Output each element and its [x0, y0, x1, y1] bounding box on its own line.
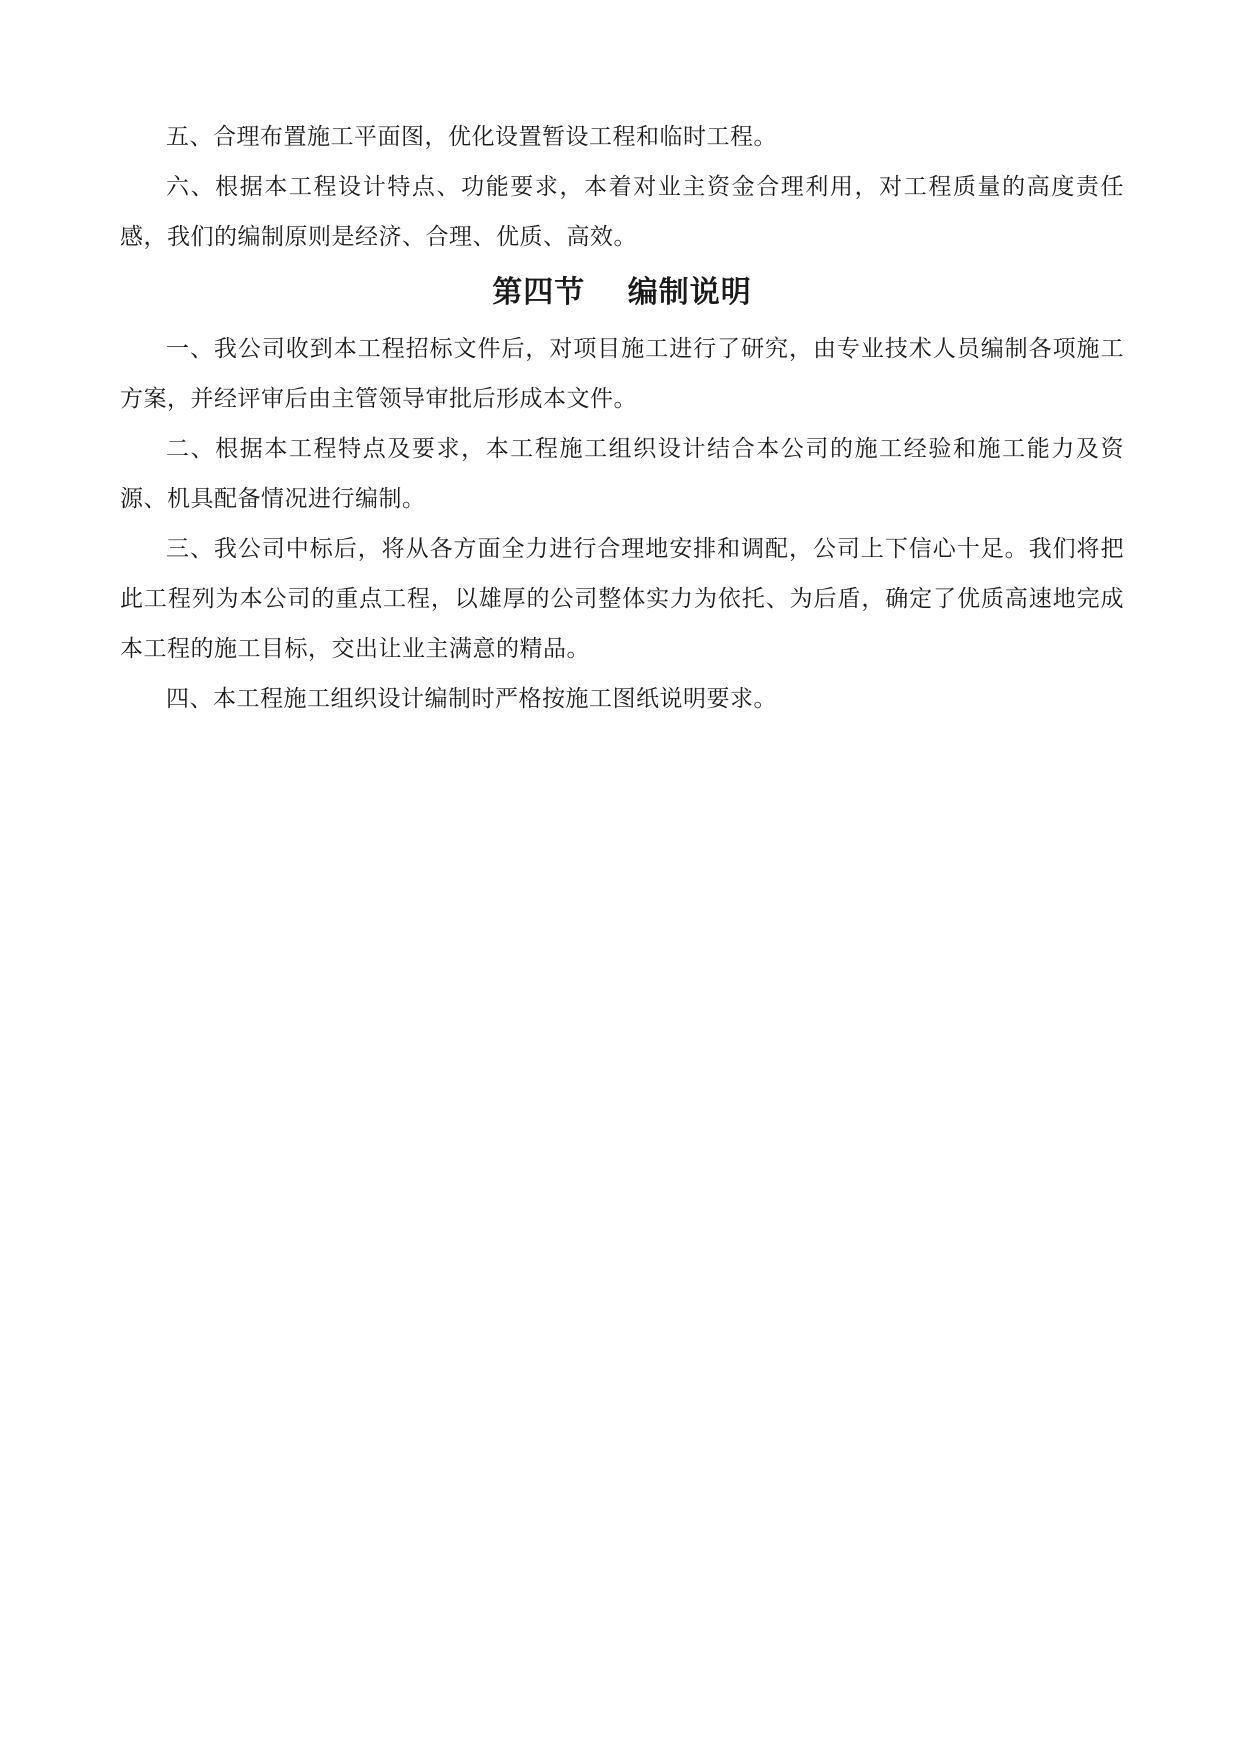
paragraph-item-6: 六、根据本工程设计特点、功能要求，本着对业主资金合理利用，对工程质量的高度责任感，我们的编制原则是经济、合理、优质、高效。: [120, 174, 1124, 250]
section-title: 第四节 编制说明: [492, 275, 752, 310]
paragraph-item-1: 一、我公司收到本工程招标文件后，对项目施工进行了研究，由专业技术人员编制各项施工方案，并经评审后由主管领导审批后形成本文件。: [120, 336, 1124, 412]
paragraph-item-3: 三、我公司中标后，将从各方面全力进行合理地安排和调配，公司上下信心十足。我们将把此工程列为本公司的重点工程，以雄厚的公司整体实力为依托、为后盾，确定了优质高速地完成本工程的施工目标，交出让业主满意的精品。: [120, 536, 1124, 662]
document-body: [120, 112, 1124, 724]
paragraph-item-2: 二、根据本工程特点及要求，本工程施工组织设计结合本公司的施工经验和施工能力及资源、机具配备情况进行编制。: [120, 436, 1124, 512]
paragraph-item-5: 五、合理布置施工平面图，优化设置暂设工程和临时工程。: [166, 124, 777, 150]
paragraph-item-4: 四、本工程施工组织设计编制时严格按施工图纸说明要求。: [166, 686, 777, 712]
